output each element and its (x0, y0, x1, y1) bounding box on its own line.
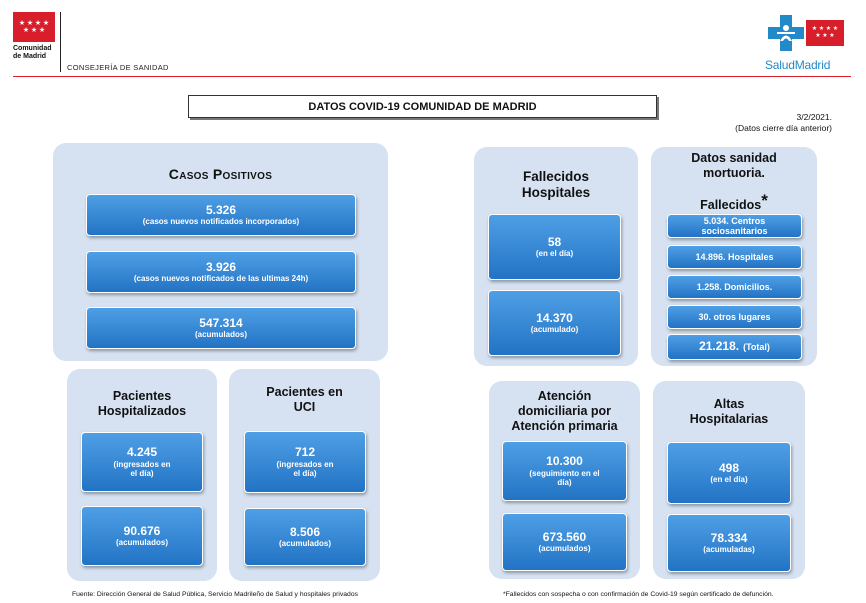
mortuoria-hospitales-box: 14.896. Hospitales (667, 245, 802, 269)
uci-dia-box: 712 (ingresados en el día) (244, 431, 366, 493)
altas-dia-box: 498 (en el día) (667, 442, 791, 504)
altas-acumuladas-box: 78.334 (acumuladas) (667, 514, 791, 572)
health-cross-icon (768, 15, 804, 51)
mortuoria-panel (651, 147, 817, 366)
casos-24h-box: 3.926 (casos nuevos notificados de las ultimas 24h) (86, 251, 356, 293)
fallecidos-hospitales-panel (474, 147, 638, 366)
domiciliaria-acumulados-box: 673.560 (acumulados) (502, 513, 627, 571)
asterisk-mark: * (761, 191, 768, 210)
department-label: CONSEJERÍA DE SANIDAD (67, 63, 169, 72)
casos-positivos-panel (53, 143, 388, 361)
salud-madrid-text: SaludMadrid (765, 58, 831, 72)
mortuoria-total-box: 21.218. (Total) (667, 334, 802, 360)
deaths-footnote: *Fallecidos con sospecha o con confirmación de Covid-19 según certificado de defunción. (503, 591, 774, 598)
altas-hospitalarias-panel (653, 381, 805, 579)
source-footnote: Fuente: Dirección General de Salud Pública, Servicio Madrileño de Salud y hospitales privados (72, 591, 359, 598)
org-name: Comunidad de Madrid (13, 45, 52, 60)
mortuoria-subtitle: Fallecidos* (700, 191, 768, 212)
hospitalizados-panel (67, 369, 217, 581)
uci-panel (229, 369, 380, 581)
hospitalizados-acumulados-box: 90.676 (acumulados) (81, 506, 203, 566)
mortuoria-otros-box: 30. otros lugares (667, 305, 802, 329)
fallecidos-acumulado-box: 14.370 (acumulado) (488, 290, 621, 356)
hospitalizados-title: Pacientes Hospitalizados (97, 389, 187, 418)
fallecidos-dia-box: 58 (en el día) (488, 214, 621, 280)
hospitalizados-dia-box: 4.245 (ingresados en el día) (81, 432, 203, 492)
madrid-flag-small-icon: ★ ★ ★ ★ ★ ★ ★ (806, 20, 844, 46)
fallecidos-hospitales-title: Fallecidos Hospitales (521, 169, 591, 200)
atencion-domiciliaria-panel (489, 381, 640, 579)
uci-title: Pacientes en UCI (266, 385, 343, 414)
comunidad-madrid-logo (13, 12, 59, 61)
casos-nuevos-box: 5.326 (casos nuevos notificados incorporados) (86, 194, 356, 236)
casos-acumulados-box: 547.314 (acumulados) (86, 307, 356, 349)
mortuoria-domicilios-box: 1.258. Domicilios. (667, 275, 802, 299)
mortuoria-centros-box: 5.034. Centros sociosanitarios (667, 214, 802, 238)
domiciliaria-dia-box: 10.300 (seguimiento en el día) (502, 441, 627, 501)
altas-title: Altas Hospitalarias (689, 397, 769, 426)
page-header (0, 0, 866, 80)
domiciliaria-title: Atención domiciliaria por Atención primaria (511, 389, 618, 433)
madrid-flag-icon: ★ ★ ★ ★ ★ ★ ★ (13, 12, 55, 42)
header-divider (60, 12, 61, 72)
header-rule (13, 76, 851, 77)
salud-madrid-logo (765, 15, 849, 75)
mortuoria-title: Datos sanidad mortuoria. (691, 151, 777, 180)
casos-title: Casos Positivos (168, 166, 273, 182)
page-title: DATOS COVID-19 COMUNIDAD DE MADRID (188, 95, 657, 118)
uci-acumulados-box: 8.506 (acumulados) (244, 508, 366, 566)
report-date: 3/2/2021. (Datos cierre día anterior) (735, 112, 832, 133)
